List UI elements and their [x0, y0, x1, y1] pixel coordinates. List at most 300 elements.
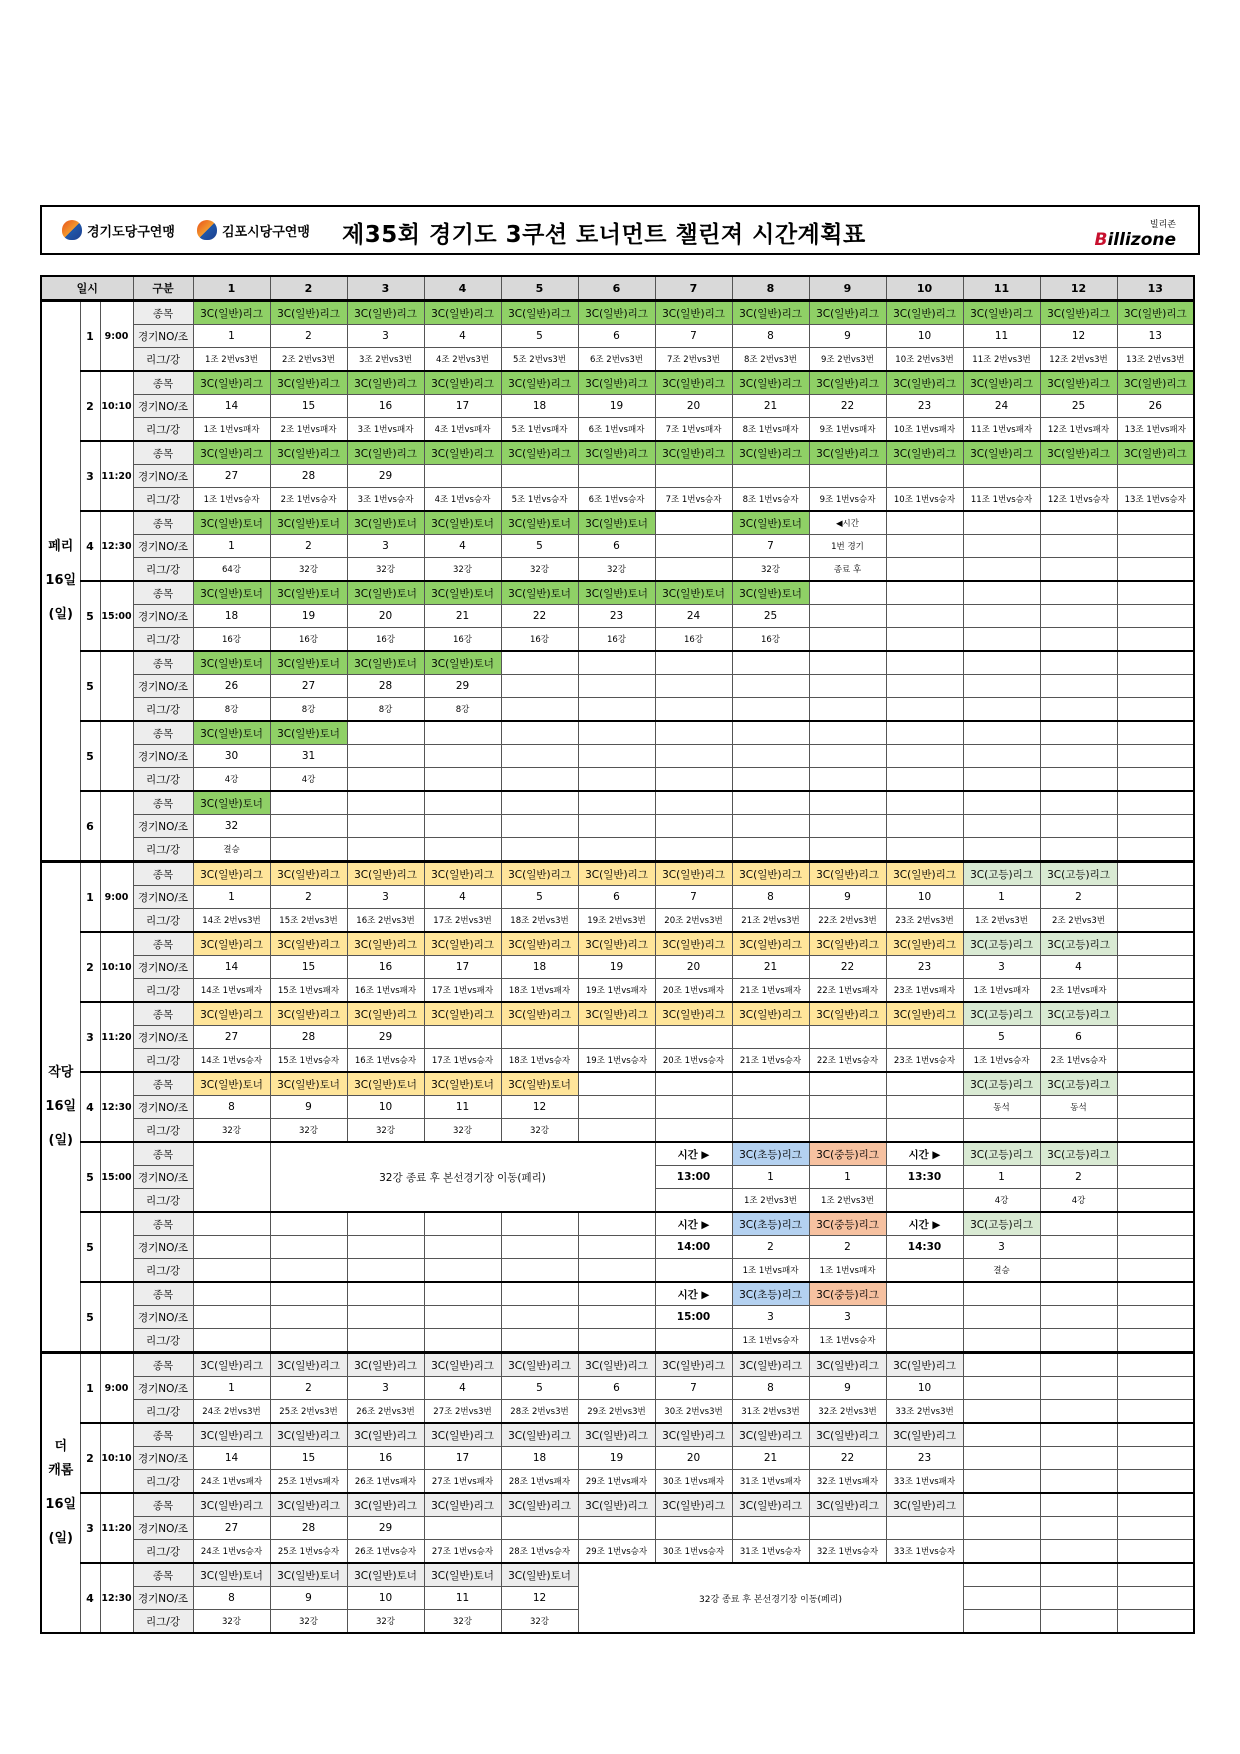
schedule-cell: 21조 2번vs3번: [732, 909, 809, 933]
schedule-cell: 19: [270, 605, 347, 628]
schedule-cell: [1117, 1096, 1194, 1119]
schedule-cell: 3C(고등)리그: [1040, 862, 1117, 886]
venue-label: [41, 1353, 80, 1634]
venue-label: [41, 301, 80, 862]
schedule-cell: [501, 768, 578, 792]
schedule-cell: 1조 2번vs3번: [809, 1189, 886, 1213]
schedule-cell: 3C(초등)리그: [732, 1142, 809, 1166]
schedule-cell: [963, 1517, 1040, 1540]
schedule-cell: 19: [578, 395, 655, 418]
row-label: 경기NO/조: [133, 1587, 193, 1610]
row-label: 리그/강: [133, 1400, 193, 1424]
schedule-cell: 30: [193, 745, 270, 768]
table-row: [41, 1259, 1194, 1283]
round-number: 2: [80, 932, 100, 1002]
page-title: 제35회 경기도 3쿠션 토너먼트 챌린져 시간계획표: [342, 222, 866, 248]
schedule-cell: [578, 1212, 655, 1236]
schedule-cell: 3C(일반)리그: [270, 371, 347, 395]
table-row: [41, 301, 1194, 325]
schedule-cell: 3C(일반)리그: [501, 441, 578, 465]
venue-label-line: 16일: [45, 1497, 77, 1512]
table-row: [41, 1563, 1194, 1587]
schedule-cell: [1040, 1259, 1117, 1283]
row-label: 종목: [133, 1423, 193, 1447]
table-number-header: 6: [578, 276, 655, 301]
schedule-cell: [963, 1447, 1040, 1470]
schedule-cell: 16강: [347, 628, 424, 652]
schedule-cell: 3C(일반)리그: [347, 1423, 424, 1447]
round-number: 3: [80, 1493, 100, 1563]
schedule-cell: [1117, 768, 1194, 792]
schedule-cell: [732, 1517, 809, 1540]
schedule-cell: [1117, 1610, 1194, 1634]
schedule-cell: 3C(일반)리그: [578, 1002, 655, 1026]
schedule-cell: [963, 1353, 1040, 1377]
schedule-cell: [270, 791, 347, 815]
schedule-cell: 3C(일반)리그: [809, 1493, 886, 1517]
schedule-cell: 4: [424, 535, 501, 558]
schedule-cell: [193, 1306, 270, 1329]
table-number-header: 13: [1117, 276, 1194, 301]
schedule-cell: 3C(일반)리그: [1040, 371, 1117, 395]
row-label: 종목: [133, 862, 193, 886]
schedule-cell: 23: [886, 395, 963, 418]
schedule-cell: 1조 1번vs승자: [809, 1329, 886, 1353]
schedule-cell: [655, 698, 732, 722]
round-number: 1: [80, 1353, 100, 1424]
row-label: 경기NO/조: [133, 1026, 193, 1049]
schedule-cell: 3C(일반)리그: [1117, 441, 1194, 465]
schedule-cell: 9: [809, 1377, 886, 1400]
schedule-cell: 10: [886, 325, 963, 348]
schedule-cell: 3C(일반)리그: [347, 371, 424, 395]
row-label: 종목: [133, 1142, 193, 1166]
schedule-cell: 3C(일반)리그: [963, 371, 1040, 395]
schedule-cell: [1117, 1142, 1194, 1166]
schedule-cell: [655, 675, 732, 698]
schedule-cell: 시간 ▶: [655, 1142, 732, 1166]
table-row: [41, 605, 1194, 628]
brand-small-text: 빌리존: [1149, 220, 1176, 230]
schedule-cell: [732, 1119, 809, 1143]
schedule-cell: 17조 2번vs3번: [424, 909, 501, 933]
schedule-cell: 2: [1040, 1166, 1117, 1189]
schedule-cell: 22조 1번vs패자: [809, 979, 886, 1003]
schedule-cell: [886, 698, 963, 722]
schedule-cell: 10조 2번vs3번: [886, 348, 963, 372]
schedule-cell: 3C(일반)리그: [886, 371, 963, 395]
schedule-cell: [578, 815, 655, 838]
table-row: [41, 768, 1194, 792]
schedule-cell: [886, 768, 963, 792]
schedule-cell: 16강: [732, 628, 809, 652]
row-label: 경기NO/조: [133, 1517, 193, 1540]
schedule-cell: 3C(일반)리그: [501, 1423, 578, 1447]
schedule-cell: 8강: [347, 698, 424, 722]
schedule-cell: 20: [655, 956, 732, 979]
schedule-cell: [809, 1096, 886, 1119]
schedule-cell: 26: [193, 675, 270, 698]
schedule-cell: [501, 698, 578, 722]
schedule-cell: 21: [732, 1447, 809, 1470]
row-label: 경기NO/조: [133, 395, 193, 418]
schedule-cell: [347, 1236, 424, 1259]
schedule-cell: [963, 675, 1040, 698]
schedule-cell: 17조 1번vs승자: [424, 1049, 501, 1073]
schedule-cell: 32강: [347, 1119, 424, 1143]
schedule-cell: 종료 후: [809, 558, 886, 582]
schedule-cell: [886, 628, 963, 652]
schedule-cell: 3C(일반)토너: [347, 651, 424, 675]
schedule-cell: 3조 2번vs3번: [347, 348, 424, 372]
schedule-cell: 3C(일반)리그: [809, 1353, 886, 1377]
schedule-cell: [347, 745, 424, 768]
schedule-cell: 6조 1번vs패자: [578, 418, 655, 442]
schedule-cell: [655, 838, 732, 862]
row-label: 종목: [133, 1002, 193, 1026]
schedule-cell: 3C(일반)토너: [424, 1563, 501, 1587]
table-row: [41, 1517, 1194, 1540]
round-number: 5: [80, 1282, 100, 1353]
schedule-cell: 3C(초등)리그: [732, 1212, 809, 1236]
schedule-cell: 2조 1번vs승자: [1040, 1049, 1117, 1073]
schedule-cell: [809, 651, 886, 675]
schedule-cell: [886, 815, 963, 838]
row-label: 경기NO/조: [133, 1166, 193, 1189]
round-time: 9:00: [100, 1353, 133, 1424]
schedule-cell: 15: [270, 395, 347, 418]
round-time: 9:00: [100, 301, 133, 372]
schedule-cell: [809, 791, 886, 815]
schedule-cell: 20조 2번vs3번: [655, 909, 732, 933]
schedule-cell: 16: [347, 956, 424, 979]
schedule-cell: 32강: [424, 1119, 501, 1143]
schedule-cell: 20: [347, 605, 424, 628]
schedule-cell: 3C(일반)리그: [193, 862, 270, 886]
schedule-cell: 3C(일반)리그: [578, 301, 655, 325]
schedule-cell: [578, 1282, 655, 1306]
schedule-cell: 1: [193, 325, 270, 348]
schedule-cell: [1040, 791, 1117, 815]
schedule-cell: [347, 768, 424, 792]
schedule-cell: 33조 2번vs3번: [886, 1400, 963, 1424]
row-label: 경기NO/조: [133, 605, 193, 628]
schedule-cell: 3C(일반)리그: [578, 862, 655, 886]
schedule-cell: 3C(일반)리그: [655, 932, 732, 956]
schedule-cell: 4: [424, 1377, 501, 1400]
row-label: 경기NO/조: [133, 1447, 193, 1470]
schedule-cell: 32조 1번vs승자: [809, 1540, 886, 1564]
table-row: [41, 1142, 1194, 1166]
row-label: 리그/강: [133, 418, 193, 442]
schedule-cell: 3C(일반)리그: [424, 862, 501, 886]
schedule-cell: [655, 815, 732, 838]
schedule-cell: [1040, 1306, 1117, 1329]
schedule-cell: 32강: [347, 1610, 424, 1634]
schedule-cell: 13조 2번vs3번: [1117, 348, 1194, 372]
schedule-cell: 3C(일반)토너: [193, 1072, 270, 1096]
schedule-cell: 5조 2번vs3번: [501, 348, 578, 372]
schedule-cell: 1: [193, 886, 270, 909]
schedule-cell: 29조 2번vs3번: [578, 1400, 655, 1424]
row-label: 종목: [133, 1353, 193, 1377]
table-row: [41, 979, 1194, 1003]
schedule-cell: [501, 791, 578, 815]
table-row: [41, 1282, 1194, 1306]
schedule-cell: 12조 1번vs패자: [1040, 418, 1117, 442]
round-number: 3: [80, 441, 100, 511]
row-label: 경기NO/조: [133, 815, 193, 838]
schedule-cell: 3C(일반)리그: [424, 1353, 501, 1377]
schedule-cell: 15조 1번vs패자: [270, 979, 347, 1003]
schedule-cell: [655, 1329, 732, 1353]
schedule-cell: 18: [501, 395, 578, 418]
schedule-cell: 8: [193, 1587, 270, 1610]
schedule-cell: [1117, 721, 1194, 745]
schedule-cell: 6조 2번vs3번: [578, 348, 655, 372]
round-time: 10:10: [100, 1423, 133, 1493]
schedule-cell: [1040, 1423, 1117, 1447]
schedule-cell: [578, 721, 655, 745]
schedule-cell: 29: [424, 675, 501, 698]
schedule-cell: [1117, 1166, 1194, 1189]
schedule-cell: [886, 721, 963, 745]
row-label: 종목: [133, 932, 193, 956]
schedule-cell: 5: [501, 325, 578, 348]
row-label: 종목: [133, 651, 193, 675]
schedule-cell: 2: [270, 886, 347, 909]
table-row: [41, 1212, 1194, 1236]
schedule-cell: 3C(일반)토너: [193, 721, 270, 745]
schedule-cell: [1040, 1212, 1117, 1236]
row-label: 종목: [133, 1563, 193, 1587]
schedule-cell: [655, 1026, 732, 1049]
logo2-text: 김포시당구연맹: [222, 224, 310, 240]
table-row: [41, 1306, 1194, 1329]
schedule-cell: 5: [501, 1377, 578, 1400]
table-row: [41, 862, 1194, 886]
schedule-cell: 1조 2번vs3번: [193, 348, 270, 372]
schedule-cell: 2: [270, 1377, 347, 1400]
schedule-cell: 13:00: [655, 1166, 732, 1189]
schedule-cell: 3C(일반)리그: [193, 1493, 270, 1517]
schedule-cell: [578, 1072, 655, 1096]
schedule-cell: 30조 1번vs패자: [655, 1470, 732, 1494]
schedule-cell: 32강: [424, 558, 501, 582]
schedule-cell: 3C(일반)리그: [270, 1493, 347, 1517]
schedule-cell: 1조 2번vs3번: [963, 909, 1040, 933]
schedule-cell: 18: [501, 956, 578, 979]
schedule-cell: 3C(일반)토너: [655, 581, 732, 605]
schedule-cell: 3C(일반)리그: [424, 932, 501, 956]
schedule-cell: 25조 1번vs승자: [270, 1540, 347, 1564]
round-number: 5: [80, 721, 100, 791]
schedule-cell: [1040, 698, 1117, 722]
row-label: 종목: [133, 581, 193, 605]
schedule-cell: [193, 1329, 270, 1353]
table-row: [41, 558, 1194, 582]
schedule-cell: [578, 1306, 655, 1329]
row-label: 경기NO/조: [133, 465, 193, 488]
round-time: 10:10: [100, 932, 133, 1002]
schedule-cell: [1117, 791, 1194, 815]
gyeonggi-federation-logo: [62, 220, 175, 240]
schedule-cell: 8조 1번vs승자: [732, 488, 809, 512]
table-number-header: 7: [655, 276, 732, 301]
schedule-cell: [963, 768, 1040, 792]
schedule-cell: 3C(일반)리그: [193, 1353, 270, 1377]
schedule-cell: 11조 2번vs3번: [963, 348, 1040, 372]
schedule-cell: 2조 1번vs패자: [270, 418, 347, 442]
schedule-cell: 11조 1번vs패자: [963, 418, 1040, 442]
schedule-cell: 3: [347, 1377, 424, 1400]
schedule-cell: 10: [886, 1377, 963, 1400]
schedule-cell: [1117, 581, 1194, 605]
row-label: 경기NO/조: [133, 1236, 193, 1259]
date-header: 일시: [41, 276, 133, 301]
schedule-cell: [963, 1563, 1040, 1587]
table-row: [41, 1119, 1194, 1143]
table-number-header: 10: [886, 276, 963, 301]
category-header: 구분: [133, 276, 193, 301]
table-number-header: 11: [963, 276, 1040, 301]
schedule-cell: [886, 558, 963, 582]
schedule-cell: 32강: [270, 1119, 347, 1143]
schedule-cell: 3C(일반)토너: [347, 511, 424, 535]
schedule-cell: [963, 651, 1040, 675]
schedule-cell: [1117, 979, 1194, 1003]
schedule-cell: 15:00: [655, 1306, 732, 1329]
schedule-cell: 3C(일반)토너: [732, 511, 809, 535]
schedule-cell: 23조 1번vs패자: [886, 979, 963, 1003]
schedule-cell: 32강: [732, 558, 809, 582]
schedule-cell: [347, 721, 424, 745]
schedule-cell: 3C(일반)리그: [809, 441, 886, 465]
row-label: 리그/강: [133, 1119, 193, 1143]
schedule-cell: [1040, 465, 1117, 488]
schedule-cell: 3: [963, 1236, 1040, 1259]
schedule-cell: 16강: [193, 628, 270, 652]
schedule-cell: [655, 768, 732, 792]
schedule-cell: 22: [809, 956, 886, 979]
schedule-cell: 4조 1번vs승자: [424, 488, 501, 512]
schedule-cell: 3C(일반)토너: [732, 581, 809, 605]
schedule-cell: [424, 1259, 501, 1283]
schedule-cell: 2조 2번vs3번: [270, 348, 347, 372]
schedule-cell: [1040, 605, 1117, 628]
schedule-cell: [655, 1072, 732, 1096]
schedule-cell: 31조 1번vs승자: [732, 1540, 809, 1564]
schedule-cell: [347, 1306, 424, 1329]
table-row: [41, 1377, 1194, 1400]
venue-label-line: 캐롬: [48, 1463, 74, 1478]
schedule-cell: 3C(일반)토너: [193, 791, 270, 815]
schedule-cell: 3C(일반)리그: [809, 1423, 886, 1447]
schedule-cell: 16: [347, 395, 424, 418]
schedule-cell: [1117, 1400, 1194, 1424]
schedule-cell: [424, 1329, 501, 1353]
schedule-cell: 3C(일반)토너: [501, 581, 578, 605]
schedule-cell: 3C(일반)리그: [886, 1493, 963, 1517]
schedule-cell: [732, 721, 809, 745]
schedule-cell: 29: [347, 465, 424, 488]
schedule-cell: [732, 675, 809, 698]
schedule-cell: [963, 791, 1040, 815]
schedule-cell: 3C(일반)리그: [886, 932, 963, 956]
round-number: 2: [80, 1423, 100, 1493]
venue-label-line: (일): [48, 607, 73, 622]
schedule-cell: 3C(일반)토너: [347, 1563, 424, 1587]
row-label: 리그/강: [133, 909, 193, 933]
merged-note: 32강 종료 후 본선경기장 이동(페리): [270, 1142, 655, 1212]
schedule-cell: 12: [501, 1587, 578, 1610]
schedule-cell: 3C(일반)리그: [732, 1493, 809, 1517]
schedule-cell: [963, 1306, 1040, 1329]
schedule-cell: 14조 1번vs패자: [193, 979, 270, 1003]
schedule-cell: 23: [886, 956, 963, 979]
schedule-cell: 2조 2번vs3번: [1040, 909, 1117, 933]
schedule-cell: [1117, 1259, 1194, 1283]
schedule-cell: [1117, 956, 1194, 979]
schedule-cell: [1040, 1447, 1117, 1470]
schedule-cell: 15: [270, 956, 347, 979]
schedule-cell: 3C(일반)토너: [501, 1072, 578, 1096]
schedule-cell: [1117, 1423, 1194, 1447]
schedule-cell: 3C(일반)리그: [655, 862, 732, 886]
schedule-cell: [886, 1306, 963, 1329]
schedule-cell: [886, 791, 963, 815]
schedule-cell: 1조 1번vs승자: [732, 1329, 809, 1353]
schedule-cell: [886, 1026, 963, 1049]
schedule-cell: [655, 558, 732, 582]
schedule-cell: 22조 1번vs승자: [809, 1049, 886, 1073]
schedule-cell: 31: [270, 745, 347, 768]
schedule-cell: 3C(일반)리그: [270, 301, 347, 325]
row-label: 리그/강: [133, 1329, 193, 1353]
row-label: 경기NO/조: [133, 535, 193, 558]
schedule-cell: 8강: [270, 698, 347, 722]
schedule-cell: [424, 1517, 501, 1540]
schedule-cell: [501, 721, 578, 745]
gimpo-federation-logo: [197, 220, 310, 240]
schedule-cell: 1: [193, 535, 270, 558]
schedule-cell: [1117, 1377, 1194, 1400]
schedule-cell: 7: [655, 1377, 732, 1400]
schedule-cell: 3C(일반)리그: [347, 441, 424, 465]
schedule-cell: [732, 698, 809, 722]
schedule-cell: 1번 경기: [809, 535, 886, 558]
schedule-cell: [809, 768, 886, 792]
schedule-cell: [578, 651, 655, 675]
schedule-cell: [578, 1329, 655, 1353]
schedule-cell: [578, 465, 655, 488]
schedule-cell: 9: [270, 1096, 347, 1119]
schedule-cell: [809, 698, 886, 722]
round-time: [100, 791, 133, 862]
schedule-cell: [809, 721, 886, 745]
row-label: 종목: [133, 791, 193, 815]
schedule-cell: 3C(일반)리그: [424, 301, 501, 325]
schedule-cell: 3: [347, 886, 424, 909]
schedule-cell: [270, 1236, 347, 1259]
schedule-cell: 3C(일반)토너: [270, 721, 347, 745]
schedule-cell: [1117, 1540, 1194, 1564]
schedule-cell: 8강: [193, 698, 270, 722]
schedule-cell: 11: [424, 1587, 501, 1610]
schedule-cell: 30조 2번vs3번: [655, 1400, 732, 1424]
schedule-cell: 3C(일반)리그: [886, 441, 963, 465]
schedule-cell: 3C(일반)토너: [193, 511, 270, 535]
